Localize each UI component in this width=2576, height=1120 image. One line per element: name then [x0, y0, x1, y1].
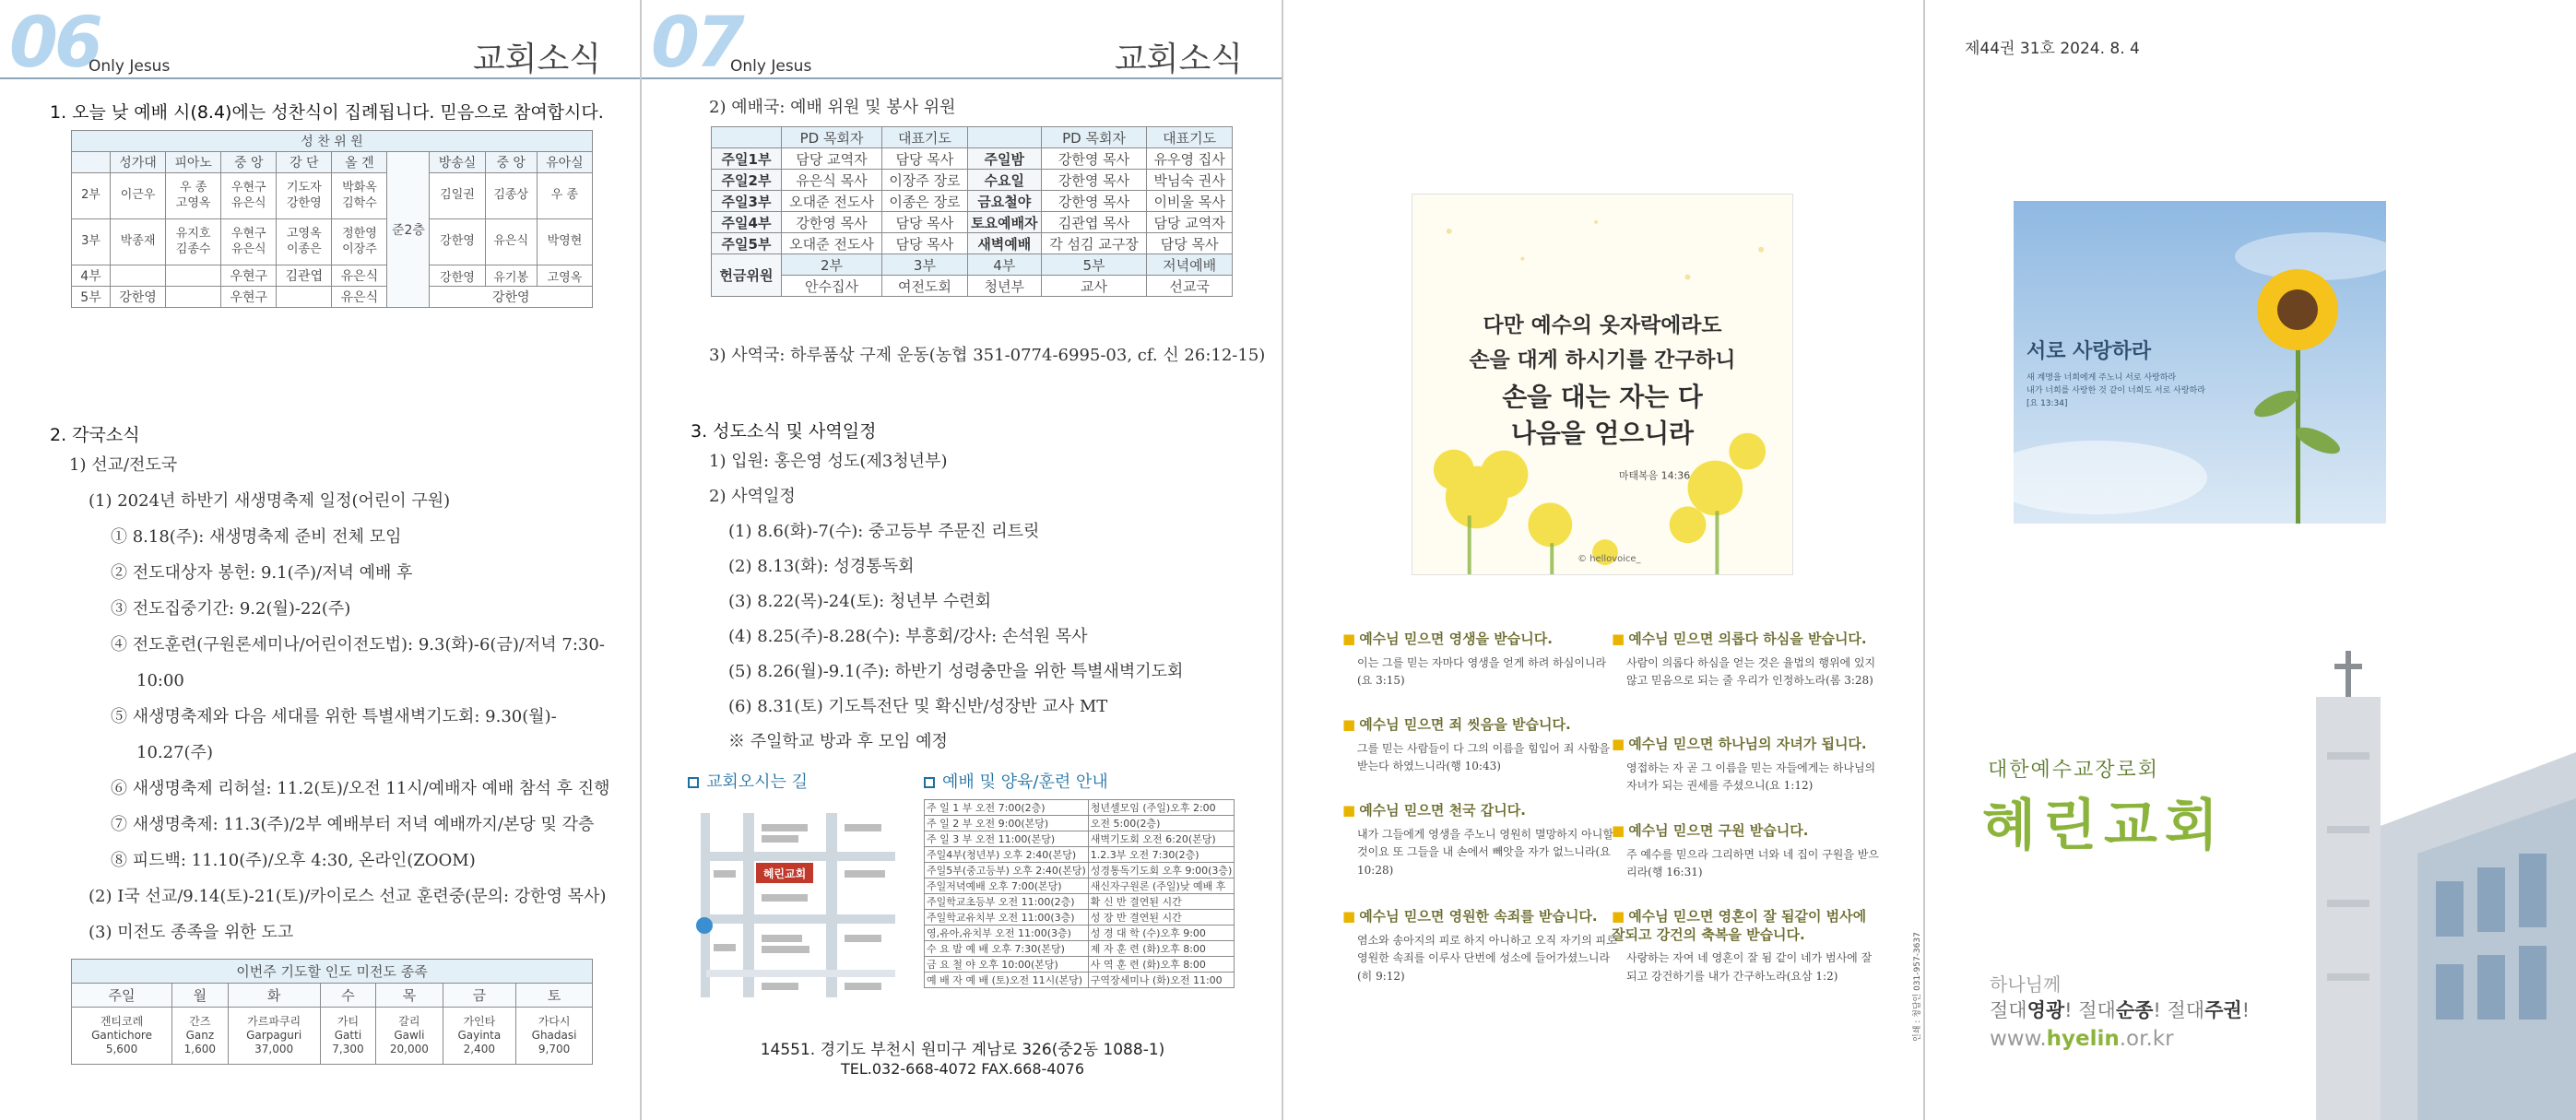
schedule-cell: 사 역 훈 련 (화)오후 8:00: [1088, 957, 1235, 973]
tagline: Only Jesus: [730, 57, 812, 76]
gospel-verse: 주 예수를 믿으라 그리하면 너와 네 집이 구원을 받으리라(행 16:31): [1626, 847, 1879, 879]
col-header: 주일: [72, 984, 172, 1008]
schedule-cell: 금 요 철 야 오후 10:00(본당): [925, 957, 1089, 973]
schedule-heading: [924, 769, 1108, 793]
col-header: 5부: [1041, 254, 1146, 276]
subway-marker: [696, 917, 713, 934]
table-cell: 우현구 유은식: [221, 173, 277, 219]
text-line: ⑥ 새생명축제 리허설: 11.2(토)/오전 11시/예배자 예배 참석 후 진행: [111, 779, 610, 798]
table-cell: 우현구: [221, 265, 277, 287]
table-cell: 김관엽: [277, 265, 332, 287]
card-line: 나음을 얻으니라: [1510, 418, 1695, 449]
table-cell: 청년부: [967, 276, 1041, 297]
table-cell: 강한영 목사: [1041, 170, 1146, 191]
cover-image: [2014, 201, 2386, 524]
table-cell: 가르파쿠리 Garpaguri 37,000: [228, 1008, 320, 1065]
col-header: PD 목회자: [782, 127, 882, 148]
issue-info: 제44권 31호 2024. 8. 4: [1965, 40, 2140, 58]
table-cell: 박종재: [111, 219, 166, 265]
col-header: 피아노: [166, 152, 221, 173]
text-line: ⑦ 새생명축제: 11.3(주)/2부 예배부터 저녁 예배까지/본당 및 각층: [111, 815, 595, 834]
schedule-cell: 주 일 3 부 오전 11:00(본당): [925, 831, 1089, 847]
col-header: 방송실: [430, 152, 485, 173]
table-cell: 유은식: [332, 265, 387, 287]
bullet-icon: ■: [1342, 802, 1356, 819]
cover-verse-line: 새 계명을 너희에게 주노니 서로 사랑하라: [2027, 373, 2177, 383]
table-cell: 이근우: [111, 173, 166, 219]
row-label: 2부: [72, 173, 111, 219]
bullet-icon: ■: [1342, 908, 1356, 925]
row-label: 3부: [72, 219, 111, 265]
table-cell: 유기봉: [485, 265, 537, 287]
url-brand: hyelin: [2046, 1027, 2120, 1051]
schedule-cell: 성 경 대 학 (수)오후 9:00: [1088, 925, 1235, 941]
page-number: 06: [9, 1, 100, 83]
row-label: 5부: [72, 287, 111, 308]
col-header: 수: [320, 984, 376, 1008]
motto-keyword: 영광: [2027, 999, 2065, 1021]
table-cell: 이장주 장로: [882, 170, 968, 191]
schedule-cell: 새신자구원론 (주일)낮 예배 후: [1088, 878, 1235, 894]
table-cell: 우현구: [221, 287, 277, 308]
cross-icon: [2346, 651, 2351, 697]
table-cell: 강한영 목사: [1041, 191, 1146, 212]
row-label: 헌금위원: [712, 254, 782, 297]
col-header: 2부: [782, 254, 882, 276]
row-label: 주일2부: [712, 170, 782, 191]
table-cell: 박화옥 김학수: [332, 173, 387, 219]
text-line: (4) 8.25(주)-8.28(수): 부흥회/강사: 손석원 목사: [728, 627, 1088, 646]
sunflower-stem: [2296, 321, 2300, 524]
schedule-cell: 제 자 훈 련 (화)오후 8:00: [1088, 941, 1235, 957]
table-cell: 교사: [1041, 276, 1146, 297]
table-cell: [277, 287, 332, 308]
motto-intro: 하나님께: [1990, 973, 2062, 996]
table-cell: 박님숙 권사: [1147, 170, 1233, 191]
gospel-point: [1342, 716, 1619, 776]
motto-part: 절대: [2078, 999, 2116, 1021]
col-header: 강 단: [277, 152, 332, 173]
schedule-cell: 수 요 밤 예 배 오후 7:30(본당): [925, 941, 1089, 957]
schedule-cell: 청년셀모임 (주일)오후 2:00: [1088, 800, 1235, 816]
gospel-point: [1342, 802, 1619, 880]
text-line: ① 8.18(주): 새생명축제 준비 전체 모임: [111, 527, 402, 547]
table-cell: 가인타 Gayinta 2,400: [443, 1008, 516, 1065]
row-label: 주일4부: [712, 212, 782, 233]
card-reference: 마태복음 14:36: [1618, 469, 1691, 482]
table-cell: 강한영: [430, 265, 485, 287]
cover-verse-line: 내가 너희를 사랑한 것 같이 너희도 서로 사랑하라: [2027, 386, 2205, 395]
table-cell: 오대준 전도사: [782, 191, 882, 212]
gospel-title: 예수님 믿으면 의롭다 하심을 받습니다.: [1628, 631, 1867, 647]
table-cell: 각 섬김 교구장: [1041, 233, 1146, 254]
motto-part: 절대: [2167, 999, 2205, 1021]
schedule-cell: 주일학교초등부 오전 11:00(2층): [925, 894, 1089, 910]
schedule-cell: 주일학교유치부 오전 11:00(3층): [925, 910, 1089, 925]
text-line: ② 전도대상자 봉헌: 9.1(주)/저녁 예배 후: [111, 563, 413, 583]
page-title: 교회소식: [1114, 41, 1243, 78]
motto-part: !: [2064, 999, 2079, 1021]
cover-verse-ref: [요 13:34]: [2027, 399, 2068, 408]
table-cell: 강한영: [111, 287, 166, 308]
table-cell: [166, 287, 221, 308]
square-icon: [688, 777, 699, 788]
table-cell: 유은식 목사: [782, 170, 882, 191]
table-cell: 갈리 Gawli 20,000: [376, 1008, 443, 1065]
col-header: 화: [228, 984, 320, 1008]
gospel-verse: 사람이 의롭다 하심을 얻는 것은 율법의 행위에 있지 않고 믿음으로 되는 줄 우리가 인정하노라(롬 3:28): [1626, 655, 1876, 688]
worship-schedule-table: [924, 799, 1235, 988]
church-building-image: [2279, 642, 2576, 1120]
table-cell: [166, 265, 221, 287]
tagline: Only Jesus: [89, 57, 171, 76]
text-line: (2) 8.13(화): 성경통독회: [728, 557, 915, 576]
table-cell: 안수집사: [782, 276, 882, 297]
row-label: 주일1부: [712, 148, 782, 170]
gospel-verse: 염소와 송아지의 피로 하지 아니하고 오직 자기의 피로 영원한 속죄를 이루사 단번에 성소에 들어가셨느니라(히 9:12): [1357, 933, 1617, 984]
col-header: 저녁예배: [1147, 254, 1233, 276]
table-cell: 간즈 Ganz 1,600: [172, 1008, 229, 1065]
text-line: ⑧ 피드백: 11.10(주)/오후 4:30, 온라인(ZOOM): [111, 851, 476, 870]
col-header: 올 겐: [332, 152, 387, 173]
bullet-icon: ■: [1342, 716, 1356, 733]
map-road: [706, 852, 895, 861]
gospel-point: [1612, 736, 1879, 796]
row-label: 새벽예배: [967, 233, 1041, 254]
table-cell: 담당 목사: [1147, 233, 1233, 254]
printer-info: 인쇄 : 청담인 031-957-3637: [1913, 932, 1922, 1042]
table-cell: 가티 Gatti 7,300: [320, 1008, 376, 1065]
schedule-cell: 구역장세미나 (화)오전 11:00: [1088, 973, 1235, 988]
bullet-icon: ■: [1612, 631, 1625, 647]
church-name: 혜린교회: [1982, 794, 2226, 858]
table-cell: 담당 교역자: [1147, 212, 1233, 233]
map-road: [706, 970, 895, 977]
bullet-icon: ■: [1342, 631, 1356, 647]
row-label: 4부: [72, 265, 111, 287]
sunflower-icon: [2257, 269, 2338, 350]
table-cell: 담당 교역자: [782, 148, 882, 170]
gospel-point: [1342, 908, 1619, 986]
text-line: 10:00: [136, 671, 184, 690]
gospel-title: 예수님 믿으면 천국 갑니다.: [1359, 802, 1526, 819]
url-part: .or.kr: [2119, 1027, 2174, 1051]
scripture-card: [1412, 194, 1793, 575]
gospel-title: 예수님 믿으면 죄 씻음을 받습니다.: [1359, 716, 1571, 733]
schedule-cell: 주일5부(중고등부) 오후 2:40(본당): [925, 863, 1089, 878]
table-cell: 기도자 강한영: [277, 173, 332, 219]
table-cell: 담당 목사: [882, 212, 968, 233]
text-line: 1) 입원: 홍은영 성도(제3청년부): [709, 452, 948, 471]
gospel-title: 예수님 믿으면 구원 받습니다.: [1628, 822, 1809, 839]
motto-part: 절대: [1990, 999, 2027, 1021]
gospel-verse: 이는 그를 믿는 자마다 영생을 얻게 하려 하심이니라(요 3:15): [1357, 655, 1607, 688]
table-cell: 박영현: [537, 219, 592, 265]
motto-part: !: [2153, 999, 2168, 1021]
col-header: 중 앙: [221, 152, 277, 173]
table-cell: 담당 목사: [882, 148, 968, 170]
schedule-cell: 확 신 반 결연된 시간: [1088, 894, 1235, 910]
motto-keyword: 주권: [2204, 999, 2242, 1021]
url-part: www.: [1990, 1027, 2047, 1051]
card-credit: © hellovoice_: [1578, 554, 1641, 565]
communion-committee-table: [71, 130, 593, 308]
col-header: 목: [376, 984, 443, 1008]
table-cell: 우 종: [537, 173, 592, 219]
col-header: 월: [172, 984, 229, 1008]
motto-keyword: 순종: [2115, 999, 2154, 1021]
table-cell: 김종상: [485, 173, 537, 219]
side-label: 준2층: [387, 152, 430, 308]
text-line: 1) 선교/전도국: [69, 455, 178, 475]
text-line: 2) 사역일정: [709, 487, 796, 506]
cover-verse-title: 서로 사랑하라: [2027, 340, 2152, 363]
table-cell: 겐티코레 Gantichore 5,600: [72, 1008, 172, 1065]
directions-heading: [688, 769, 808, 793]
schedule-title: 예배 및 양육/훈련 안내: [942, 772, 1108, 792]
table-cell: 선교국: [1147, 276, 1233, 297]
gospel-verse: 내가 그들에게 영생을 주노니 영원히 멸망하지 아니할 것이요 또 그들을 내 손에서 빼앗을 자가 없느니라(요 10:28): [1357, 827, 1613, 878]
directions-map: [688, 806, 907, 1005]
col-header: 중 앙: [485, 152, 537, 173]
table-cell: 유은식: [332, 287, 387, 308]
text-line: (3) 8.22(목)-24(토): 청년부 수련회: [728, 592, 991, 611]
table-cell: 유우영 집사: [1147, 148, 1233, 170]
text-line: 10.27(주): [136, 743, 213, 762]
schedule-cell: 주 일 2 부 오전 9:00(본당): [925, 816, 1089, 831]
table-cell: 강한영 목사: [1041, 148, 1146, 170]
text-line: ※ 주일학교 방과 후 모임 예정: [728, 732, 948, 751]
schedule-cell: 성 장 반 결연된 시간: [1088, 910, 1235, 925]
gospel-verse: 그를 믿는 사람들이 다 그의 이름을 힘입어 죄 사함을 받는다 하였느니라(행 10:43): [1357, 741, 1610, 773]
church-address: 14551. 경기도 부천시 원미구 계남로 326(중2동 1088-1): [760, 1041, 1165, 1059]
page-number: 07: [651, 1, 741, 83]
worship-committee-table: [711, 126, 1233, 297]
table-cell: 유은식: [485, 219, 537, 265]
table-caption: 이번주 기도할 인도 미전도 종족: [72, 960, 593, 984]
gospel-title: 예수님 믿으면 영혼이 잘 됨같이 범사에 잘되고 강건의 축복을 받습니다.: [1612, 908, 1867, 943]
map-church-label: 혜린교회: [762, 867, 807, 880]
table-cell: 우현구 유은식: [221, 219, 277, 265]
schedule-cell: 성경통독기도회 오후 9:00(3층): [1088, 863, 1235, 878]
map-road: [706, 914, 895, 924]
text-line: (1) 2024년 하반기 새생명축제 일정(어린이 구원): [89, 491, 451, 511]
row-label: 수요일: [967, 170, 1041, 191]
gospel-title: 예수님 믿으면 영생을 받습니다.: [1359, 631, 1553, 647]
text-line: ④ 전도훈련(구원론세미나/어린이전도법): 9.3(화)-6(금)/저녁 7:30-: [111, 635, 605, 654]
col-header: PD 목회자: [1041, 127, 1146, 148]
table-cell: 정한영 이장주: [332, 219, 387, 265]
gospel-point: [1342, 631, 1619, 690]
schedule-cell: 1.2.3부 오전 7:30(2층): [1088, 847, 1235, 863]
table-cell: 고영옥: [537, 265, 592, 287]
header-rule: [642, 77, 1282, 79]
church-phone: TEL.032-668-4072 FAX.668-4076: [840, 1060, 1085, 1078]
table-cell: 이종은 장로: [882, 191, 968, 212]
text-line: (6) 8.31(토) 기도특전단 및 확신반/성장반 교사 MT: [728, 697, 1108, 716]
text-line: (1) 8.6(화)-7(수): 중고등부 주문진 리트릿: [728, 522, 1040, 541]
gospel-point: [1612, 908, 1879, 986]
col-header: 유아실: [537, 152, 592, 173]
gospel-point: [1612, 631, 1879, 690]
text-line: 2) 예배국: 예배 위원 및 봉사 위원: [709, 98, 956, 117]
motto-part: !: [2241, 999, 2251, 1021]
item-members-news: 3. 성도소식 및 사역일정: [691, 421, 877, 442]
item-communion: 1. 오늘 낮 예배 시(8.4)에는 성찬식이 집례됩니다. 믿음으로 참여합시다.: [50, 102, 604, 123]
table-cell: 김관엽 목사: [1041, 212, 1146, 233]
text-line: ⑤ 새생명축제와 다음 세대를 위한 특별새벽기도회: 9.30(월)-: [111, 707, 557, 726]
map-church-marker: [756, 863, 813, 883]
schedule-cell: 예 배 자 예 배 (토)오전 11시(본당): [925, 973, 1089, 988]
schedule-cell: 주 일 1 부 오전 7:00(2층): [925, 800, 1089, 816]
motto: [1990, 996, 2250, 1023]
table-cell: 고영옥 이종은: [277, 219, 332, 265]
table-cell: 가다시 Ghadasi 9,700: [516, 1008, 593, 1065]
schedule-cell: 주일저녁예배 오후 7:00(본당): [925, 878, 1089, 894]
col-header: 3부: [882, 254, 968, 276]
table-cell: 김일권: [430, 173, 485, 219]
card-line: 손을 대는 자는 다: [1502, 381, 1703, 412]
card-line: 다만 예수의 옷자락에라도: [1483, 313, 1722, 338]
row-label: 토요예배자: [967, 212, 1041, 233]
row-label: 주일5부: [712, 233, 782, 254]
gospel-title: 예수님 믿으면 하나님의 자녀가 됩니다.: [1628, 736, 1867, 752]
gospel-verse: 사랑하는 자여 네 영혼이 잘 됨 같이 네가 범사에 잘되고 강건하기를 내가 간구하노라(요삼 1:2): [1626, 951, 1873, 983]
col-header: 대표기도: [1147, 127, 1233, 148]
col-header: 대표기도: [882, 127, 968, 148]
col-header: 성가대: [111, 152, 166, 173]
row-label: 주일밤: [967, 148, 1041, 170]
table-cell: 강한영: [430, 219, 485, 265]
bullet-icon: ■: [1612, 822, 1625, 839]
table-cell: 강한영: [430, 287, 593, 308]
website-link[interactable]: [1990, 1027, 2174, 1051]
unreached-people-table: [71, 959, 593, 1065]
page-title: 교회소식: [472, 41, 601, 78]
text-line: (3) 미전도 종족을 위한 도고: [89, 923, 294, 942]
denomination: 대한예수교장로회: [1988, 759, 2160, 782]
table-cell: 담당 목사: [882, 233, 968, 254]
table-caption: 성 찬 위 원: [72, 131, 593, 152]
table-cell: 우 종 고영옥: [166, 173, 221, 219]
church-tower: [2316, 697, 2381, 1120]
gospel-title: 예수님 믿으면 영원한 속죄를 받습니다.: [1359, 908, 1598, 925]
schedule-cell: 주일4부(청년부) 오후 2:40(본당): [925, 847, 1089, 863]
square-icon: [924, 777, 935, 788]
schedule-cell: 새벽기도회 오전 6:20(본당): [1088, 831, 1235, 847]
col-header: 금: [443, 984, 516, 1008]
table-cell: 여전도회: [882, 276, 968, 297]
bullet-icon: ■: [1612, 908, 1625, 925]
row-label: 금요철야: [967, 191, 1041, 212]
table-cell: [111, 265, 166, 287]
text-line: ③ 전도집중기간: 9.2(월)-22(주): [111, 599, 351, 619]
bullet-icon: ■: [1612, 736, 1625, 752]
text-line: 3) 사역국: 하루품삯 구제 운동(농협 351-0774-6995-03, cf. 신 26:12-15): [709, 346, 1266, 365]
table-cell: 유지호 김종수: [166, 219, 221, 265]
gospel-point: [1612, 822, 1879, 882]
text-line: (5) 8.26(월)-9.1(주): 하반기 성령충만을 위한 특별새벽기도회: [728, 662, 1184, 681]
table-cell: 오대준 전도사: [782, 233, 882, 254]
card-line: 손을 대게 하시기를 간구하니: [1469, 348, 1736, 373]
table-cell: 강한영 목사: [782, 212, 882, 233]
schedule-cell: 오전 5:00(2층): [1088, 816, 1235, 831]
table-cell: 이비울 목사: [1147, 191, 1233, 212]
header-rule: [0, 77, 640, 79]
col-header: 4부: [967, 254, 1041, 276]
col-header: 토: [516, 984, 593, 1008]
gospel-verse: 영접하는 자 곧 그 이름을 믿는 자들에게는 하나님의 자녀가 되는 권세를 주셨으니(요 1:12): [1626, 760, 1876, 793]
row-label: 주일3부: [712, 191, 782, 212]
schedule-cell: 영,유아,유치부 오전 11:00(3층): [925, 925, 1089, 941]
text-line: (2) I국 선교/9.14(토)-21(토)/카이로스 선교 훈련중(문의: 강한영 목사): [89, 887, 607, 906]
directions-title: 교회오시는 길: [706, 772, 809, 792]
item-departments: 2. 각국소식: [50, 425, 140, 445]
